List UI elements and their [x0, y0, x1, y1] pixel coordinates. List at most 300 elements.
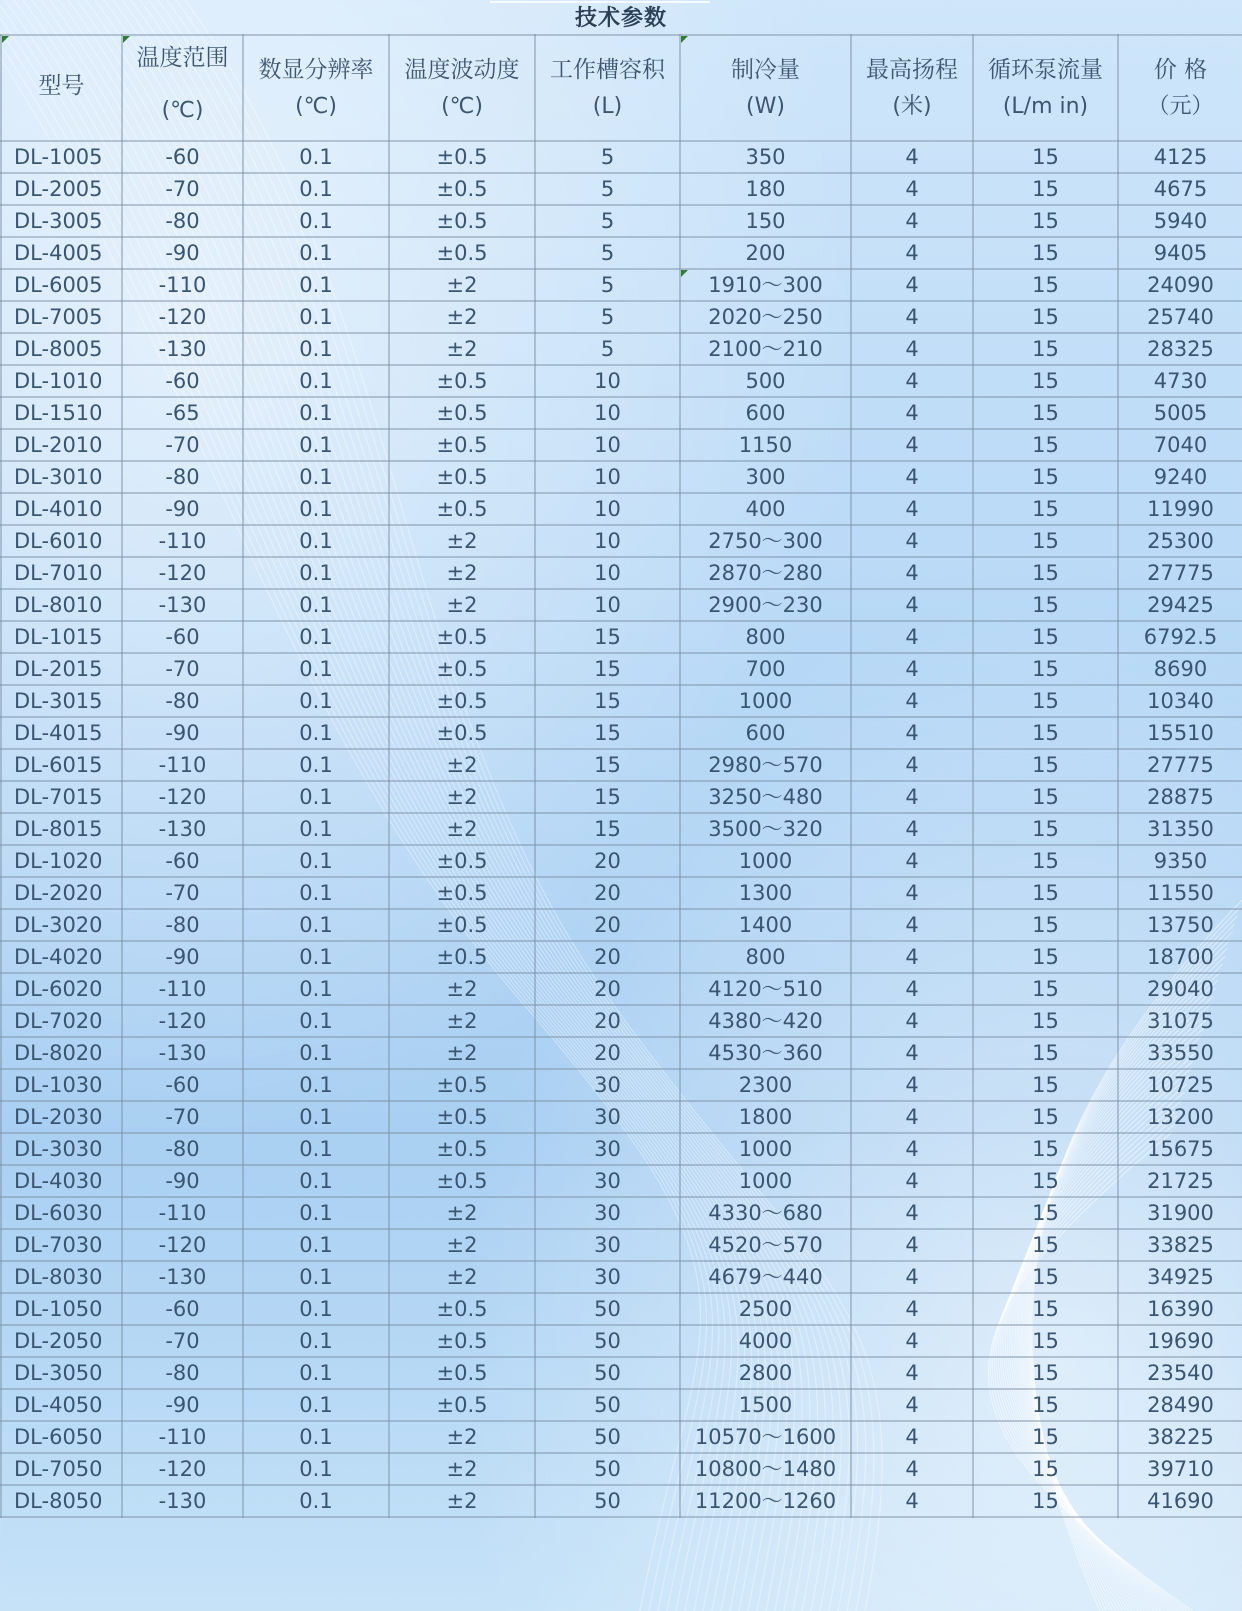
cell-model: DL-8020: [1, 1037, 122, 1069]
header-pump-flow: [973, 35, 1118, 141]
cell-display-resolution: 0.1: [243, 525, 389, 557]
cell-bath-volume: 5: [535, 301, 680, 333]
cell-model: DL-2050: [1, 1325, 122, 1357]
cell-bath-volume: 10: [535, 365, 680, 397]
cell-max-head: 4: [851, 557, 973, 589]
cell-display-resolution: 0.1: [243, 685, 389, 717]
cell-max-head: 4: [851, 909, 973, 941]
cell-pump-flow: 15: [973, 141, 1118, 173]
cell-price: 33825: [1118, 1229, 1242, 1261]
cell-pump-flow: 15: [973, 1069, 1118, 1101]
cell-pump-flow: 15: [973, 1421, 1118, 1453]
cell-model: DL-4030: [1, 1165, 122, 1197]
cell-display-resolution: 0.1: [243, 301, 389, 333]
table-row: [1, 653, 1242, 685]
cell-cooling-capacity: 1150: [680, 429, 851, 461]
cell-bath-volume: 5: [535, 237, 680, 269]
cell-temperature-range: -120: [122, 781, 243, 813]
cell-pump-flow: 15: [973, 1197, 1118, 1229]
cell-bath-volume: 50: [535, 1453, 680, 1485]
table-row: [1, 397, 1242, 429]
cell-display-resolution: 0.1: [243, 717, 389, 749]
cell-model: DL-2030: [1, 1101, 122, 1133]
cell-model: DL-6015: [1, 749, 122, 781]
cell-temperature-range: -80: [122, 1357, 243, 1389]
cell-cooling-capacity: [680, 269, 851, 301]
cell-bath-volume: 20: [535, 845, 680, 877]
header-unit: (L/m in): [1002, 94, 1089, 119]
cell-bath-volume: 50: [535, 1325, 680, 1357]
table-row: [1, 1261, 1242, 1293]
cell-model: DL-6010: [1, 525, 122, 557]
spec-table: [0, 34, 1242, 1518]
cell-temperature-fluctuation: ±2: [389, 301, 535, 333]
cell-temperature-range: -120: [122, 1005, 243, 1037]
cell-bath-volume: 20: [535, 909, 680, 941]
cell-temperature-range: -60: [122, 365, 243, 397]
cell-max-head: 4: [851, 1005, 973, 1037]
cell-bath-volume: 50: [535, 1485, 680, 1517]
cell-temperature-fluctuation: ±2: [389, 1421, 535, 1453]
cell-max-head: 4: [851, 1421, 973, 1453]
cell-bath-volume: 5: [535, 269, 680, 301]
cell-temperature-range: -110: [122, 525, 243, 557]
table-row: [1, 685, 1242, 717]
header-display-resolution: [243, 35, 389, 141]
cell-model: DL-6030: [1, 1197, 122, 1229]
cell-max-head: 4: [851, 1101, 973, 1133]
cell-bath-volume: 15: [535, 781, 680, 813]
cell-price: 34925: [1118, 1261, 1242, 1293]
cell-display-resolution: 0.1: [243, 653, 389, 685]
table-row: [1, 141, 1242, 173]
cell-price: 11990: [1118, 493, 1242, 525]
table-row: [1, 1389, 1242, 1421]
cell-temperature-range: -70: [122, 877, 243, 909]
cell-max-head: 4: [851, 1069, 973, 1101]
cell-display-resolution: 0.1: [243, 941, 389, 973]
table-row: [1, 1069, 1242, 1101]
cell-temperature-fluctuation: ±0.5: [389, 1293, 535, 1325]
cell-display-resolution: 0.1: [243, 237, 389, 269]
cell-price: 13200: [1118, 1101, 1242, 1133]
table-row: [1, 877, 1242, 909]
cell-bath-volume: 10: [535, 493, 680, 525]
cell-pump-flow: 15: [973, 1261, 1118, 1293]
table-row: [1, 301, 1242, 333]
cell-cooling-capacity: 2020～250: [680, 301, 851, 333]
table-row: [1, 205, 1242, 237]
cell-cooling-capacity: 2870～280: [680, 557, 851, 589]
cell-temperature-fluctuation: ±0.5: [389, 717, 535, 749]
cell-max-head: 4: [851, 269, 973, 301]
cell-price: 5005: [1118, 397, 1242, 429]
cell-model: DL-3020: [1, 909, 122, 941]
cell-price: 4675: [1118, 173, 1242, 205]
cell-temperature-fluctuation: ±0.5: [389, 237, 535, 269]
cell-corner-mark: [2, 36, 9, 43]
cell-display-resolution: 0.1: [243, 205, 389, 237]
cell-pump-flow: 15: [973, 237, 1118, 269]
table-row: [1, 1293, 1242, 1325]
cell-max-head: 4: [851, 429, 973, 461]
cell-max-head: 4: [851, 333, 973, 365]
cell-temperature-fluctuation: ±0.5: [389, 1357, 535, 1389]
cell-cooling-capacity: 600: [680, 397, 851, 429]
cell-display-resolution: 0.1: [243, 589, 389, 621]
cell-model: DL-7050: [1, 1453, 122, 1485]
cell-temperature-fluctuation: ±2: [389, 813, 535, 845]
table-row: [1, 1325, 1242, 1357]
cell-price: 25300: [1118, 525, 1242, 557]
header-label: 循环泵流量: [988, 57, 1103, 83]
table-row: [1, 1005, 1242, 1037]
cell-display-resolution: 0.1: [243, 429, 389, 461]
cell-temperature-fluctuation: ±0.5: [389, 493, 535, 525]
cell-display-resolution: 0.1: [243, 1389, 389, 1421]
cell-temperature-range: -80: [122, 1133, 243, 1165]
cell-price: 25740: [1118, 301, 1242, 333]
cell-bath-volume: 20: [535, 941, 680, 973]
cell-model: DL-7030: [1, 1229, 122, 1261]
table-row: [1, 845, 1242, 877]
table-row: [1, 1133, 1242, 1165]
cell-max-head: 4: [851, 973, 973, 1005]
cell-display-resolution: 0.1: [243, 1037, 389, 1069]
cell-price: 9405: [1118, 237, 1242, 269]
table-row: [1, 621, 1242, 653]
cell-max-head: 4: [851, 845, 973, 877]
cell-model: DL-3030: [1, 1133, 122, 1165]
cell-pump-flow: 15: [973, 941, 1118, 973]
cell-model: DL-6005: [1, 269, 122, 301]
header-label: 价 格: [1153, 57, 1208, 83]
cell-price: 21725: [1118, 1165, 1242, 1197]
cell-temperature-range: -110: [122, 1421, 243, 1453]
cell-temperature-range: -90: [122, 1165, 243, 1197]
cell-temperature-fluctuation: ±0.5: [389, 909, 535, 941]
header-temperature-fluctuation: [389, 35, 535, 141]
cell-price: 13750: [1118, 909, 1242, 941]
cell-corner-mark: [123, 36, 130, 43]
cell-cooling-capacity: 11200～1260: [680, 1485, 851, 1517]
header-label: 工作槽容积: [550, 57, 665, 83]
cell-pump-flow: 15: [973, 685, 1118, 717]
cell-bath-volume: 15: [535, 717, 680, 749]
cell-cooling-capacity: 800: [680, 941, 851, 973]
header-label: 数显分辨率: [258, 57, 374, 83]
table-row: [1, 813, 1242, 845]
cell-model: DL-1030: [1, 1069, 122, 1101]
cell-price: 28490: [1118, 1389, 1242, 1421]
table-row: [1, 909, 1242, 941]
cell-display-resolution: 0.1: [243, 877, 389, 909]
cell-cooling-capacity: 1300: [680, 877, 851, 909]
cell-display-resolution: 0.1: [243, 269, 389, 301]
cell-pump-flow: 15: [973, 1101, 1118, 1133]
cell-price: 16390: [1118, 1293, 1242, 1325]
cell-display-resolution: 0.1: [243, 1421, 389, 1453]
cell-pump-flow: 15: [973, 781, 1118, 813]
cell-display-resolution: 0.1: [243, 1325, 389, 1357]
cell-price: 15675: [1118, 1133, 1242, 1165]
cell-model: DL-1020: [1, 845, 122, 877]
cell-temperature-range: -60: [122, 621, 243, 653]
cell-temperature-fluctuation: ±0.5: [389, 429, 535, 461]
cell-temperature-range: -130: [122, 333, 243, 365]
spec-table-body: [1, 141, 1242, 1517]
cell-temperature-fluctuation: ±2: [389, 525, 535, 557]
cell-cooling-capacity: 4000: [680, 1325, 851, 1357]
table-row: [1, 557, 1242, 589]
cell-temperature-range: -70: [122, 173, 243, 205]
header-unit: [2, 106, 121, 140]
cell-max-head: 4: [851, 397, 973, 429]
cell-pump-flow: 15: [973, 1005, 1118, 1037]
cell-bath-volume: 20: [535, 877, 680, 909]
cell-temperature-fluctuation: ±0.5: [389, 205, 535, 237]
cell-model: DL-7015: [1, 781, 122, 813]
cell-pump-flow: 15: [973, 877, 1118, 909]
cell-model: DL-8005: [1, 333, 122, 365]
cell-temperature-fluctuation: ±2: [389, 269, 535, 301]
cell-cooling-capacity: 1400: [680, 909, 851, 941]
cell-price: 5940: [1118, 205, 1242, 237]
cell-price: 28325: [1118, 333, 1242, 365]
cell-bath-volume: 50: [535, 1421, 680, 1453]
cell-max-head: 4: [851, 493, 973, 525]
cell-temperature-range: -110: [122, 749, 243, 781]
cell-temperature-range: -60: [122, 845, 243, 877]
cell-price: 29040: [1118, 973, 1242, 1005]
cell-price: 31350: [1118, 813, 1242, 845]
cell-pump-flow: 15: [973, 493, 1118, 525]
cell-cooling-capacity: 2100～210: [680, 333, 851, 365]
cell-display-resolution: 0.1: [243, 1133, 389, 1165]
cell-max-head: 4: [851, 1197, 973, 1229]
header-label: 型号: [38, 73, 85, 99]
cell-max-head: 4: [851, 1485, 973, 1517]
table-row: [1, 1037, 1242, 1069]
cell-display-resolution: 0.1: [243, 621, 389, 653]
cell-display-resolution: 0.1: [243, 1453, 389, 1485]
cell-max-head: 4: [851, 941, 973, 973]
cell-pump-flow: 15: [973, 1165, 1118, 1197]
cell-pump-flow: 15: [973, 1357, 1118, 1389]
cell-model: DL-2005: [1, 173, 122, 205]
cell-model: DL-3015: [1, 685, 122, 717]
cell-bath-volume: 30: [535, 1133, 680, 1165]
cell-bath-volume: 5: [535, 333, 680, 365]
cell-price: 31075: [1118, 1005, 1242, 1037]
cell-cooling-capacity: 3250～480: [680, 781, 851, 813]
cell-model: DL-4050: [1, 1389, 122, 1421]
cell-display-resolution: 0.1: [243, 1357, 389, 1389]
cell-temperature-range: -130: [122, 1037, 243, 1069]
cell-model: DL-7005: [1, 301, 122, 333]
cell-cooling-capacity: 4520～570: [680, 1229, 851, 1261]
cell-pump-flow: 15: [973, 813, 1118, 845]
cell-max-head: 4: [851, 1357, 973, 1389]
cell-temperature-range: -70: [122, 429, 243, 461]
cell-cooling-capacity: 1000: [680, 1133, 851, 1165]
cell-temperature-range: -90: [122, 1389, 243, 1421]
cell-temperature-range: -120: [122, 1229, 243, 1261]
cell-pump-flow: 15: [973, 461, 1118, 493]
cell-display-resolution: 0.1: [243, 813, 389, 845]
cell-price: 15510: [1118, 717, 1242, 749]
table-row: [1, 493, 1242, 525]
table-row: [1, 717, 1242, 749]
cell-model: DL-6020: [1, 973, 122, 1005]
cell-temperature-fluctuation: ±0.5: [389, 845, 535, 877]
cell-max-head: 4: [851, 205, 973, 237]
cell-display-resolution: 0.1: [243, 781, 389, 813]
cell-cooling-capacity: 10570～1600: [680, 1421, 851, 1453]
cell-cooling-capacity: 4380～420: [680, 1005, 851, 1037]
cell-bath-volume: 5: [535, 173, 680, 205]
cell-temperature-fluctuation: ±2: [389, 589, 535, 621]
cell-temperature-fluctuation: ±2: [389, 1197, 535, 1229]
cell-temperature-range: -120: [122, 301, 243, 333]
cell-cooling-capacity: 300: [680, 461, 851, 493]
cell-display-resolution: 0.1: [243, 1229, 389, 1261]
table-row: [1, 461, 1242, 493]
cell-display-resolution: 0.1: [243, 333, 389, 365]
cell-pump-flow: 15: [973, 1229, 1118, 1261]
cell-display-resolution: 0.1: [243, 1293, 389, 1325]
cell-temperature-fluctuation: ±0.5: [389, 685, 535, 717]
cell-max-head: 4: [851, 749, 973, 781]
cell-temperature-fluctuation: ±0.5: [389, 365, 535, 397]
cell-temperature-range: -90: [122, 237, 243, 269]
cell-price: 33550: [1118, 1037, 1242, 1069]
cell-bath-volume: 5: [535, 141, 680, 173]
cell-display-resolution: 0.1: [243, 1261, 389, 1293]
cell-display-resolution: 0.1: [243, 141, 389, 173]
cell-pump-flow: 15: [973, 1389, 1118, 1421]
cell-pump-flow: 15: [973, 845, 1118, 877]
cell-temperature-fluctuation: ±0.5: [389, 1389, 535, 1421]
cell-temperature-range: -90: [122, 717, 243, 749]
cell-temperature-fluctuation: ±2: [389, 557, 535, 589]
cell-cooling-capacity: 10800～1480: [680, 1453, 851, 1485]
cell-bath-volume: 15: [535, 685, 680, 717]
table-row: [1, 1197, 1242, 1229]
cell-max-head: 4: [851, 173, 973, 205]
cell-pump-flow: 15: [973, 717, 1118, 749]
cell-temperature-range: -65: [122, 397, 243, 429]
cell-display-resolution: 0.1: [243, 845, 389, 877]
cell-model: DL-1015: [1, 621, 122, 653]
cell-bath-volume: 20: [535, 973, 680, 1005]
cell-temperature-range: -80: [122, 685, 243, 717]
cell-model: DL-3010: [1, 461, 122, 493]
cell-temperature-fluctuation: ±0.5: [389, 621, 535, 653]
header-label: 温度范围: [136, 45, 229, 71]
cell-max-head: 4: [851, 1293, 973, 1325]
cell-price: 10725: [1118, 1069, 1242, 1101]
cell-pump-flow: 15: [973, 205, 1118, 237]
cell-cooling-capacity: 600: [680, 717, 851, 749]
cell-bath-volume: 20: [535, 1037, 680, 1069]
cell-temperature-range: -130: [122, 813, 243, 845]
cell-bath-volume: 50: [535, 1293, 680, 1325]
cell-cooling-capacity: 1000: [680, 1165, 851, 1197]
cell-pump-flow: 15: [973, 1325, 1118, 1357]
cell-price: 11550: [1118, 877, 1242, 909]
header-model: [1, 35, 122, 141]
cell-cooling-capacity: 2750～300: [680, 525, 851, 557]
cell-temperature-fluctuation: ±0.5: [389, 1133, 535, 1165]
cell-pump-flow: 15: [973, 173, 1118, 205]
cell-temperature-fluctuation: ±2: [389, 749, 535, 781]
header-max-head: [851, 35, 973, 141]
cell-model: DL-4020: [1, 941, 122, 973]
cell-bath-volume: 30: [535, 1261, 680, 1293]
cell-max-head: 4: [851, 1133, 973, 1165]
cell-cooling-capacity: 1000: [680, 845, 851, 877]
cell-temperature-range: -110: [122, 973, 243, 1005]
cell-pump-flow: 15: [973, 1293, 1118, 1325]
cell-price: 8690: [1118, 653, 1242, 685]
cell-temperature-fluctuation: ±2: [389, 1453, 535, 1485]
cell-temperature-range: -60: [122, 1069, 243, 1101]
cell-display-resolution: 0.1: [243, 1069, 389, 1101]
cell-model: DL-6050: [1, 1421, 122, 1453]
cell-cooling-capacity: 3500～320: [680, 813, 851, 845]
cell-pump-flow: 15: [973, 589, 1118, 621]
table-row: [1, 429, 1242, 461]
cell-model: DL-7010: [1, 557, 122, 589]
cell-cooling-capacity: 2900～230: [680, 589, 851, 621]
cell-bath-volume: 20: [535, 1005, 680, 1037]
cell-cooling-capacity: 1800: [680, 1101, 851, 1133]
cell-bath-volume: 30: [535, 1197, 680, 1229]
cell-cooling-capacity: 700: [680, 653, 851, 685]
cell-temperature-fluctuation: ±2: [389, 973, 535, 1005]
cell-max-head: 4: [851, 1229, 973, 1261]
cell-temperature-fluctuation: ±0.5: [389, 1101, 535, 1133]
cell-max-head: 4: [851, 141, 973, 173]
cell-corner-mark: [681, 270, 688, 277]
cell-temperature-range: -80: [122, 909, 243, 941]
cell-max-head: 4: [851, 1325, 973, 1357]
cell-model: DL-8030: [1, 1261, 122, 1293]
page-title: 技术参数: [574, 6, 667, 31]
table-row: [1, 781, 1242, 813]
table-row: [1, 365, 1242, 397]
cell-price: 19690: [1118, 1325, 1242, 1357]
cell-cooling-capacity: 500: [680, 365, 851, 397]
cell-price: 31900: [1118, 1197, 1242, 1229]
table-row: [1, 1229, 1242, 1261]
cell-temperature-fluctuation: ±0.5: [389, 1325, 535, 1357]
cell-pump-flow: 15: [973, 1037, 1118, 1069]
cell-display-resolution: 0.1: [243, 365, 389, 397]
cell-max-head: 4: [851, 1261, 973, 1293]
cell-max-head: 4: [851, 589, 973, 621]
cell-bath-volume: 10: [535, 461, 680, 493]
cell-bath-volume: 10: [535, 589, 680, 621]
cell-bath-volume: 10: [535, 429, 680, 461]
table-row: [1, 1421, 1242, 1453]
header-unit: (℃): [441, 94, 483, 119]
cell-cooling-capacity: 800: [680, 621, 851, 653]
cell-pump-flow: 15: [973, 525, 1118, 557]
table-row: [1, 1453, 1242, 1485]
cell-model: DL-4005: [1, 237, 122, 269]
